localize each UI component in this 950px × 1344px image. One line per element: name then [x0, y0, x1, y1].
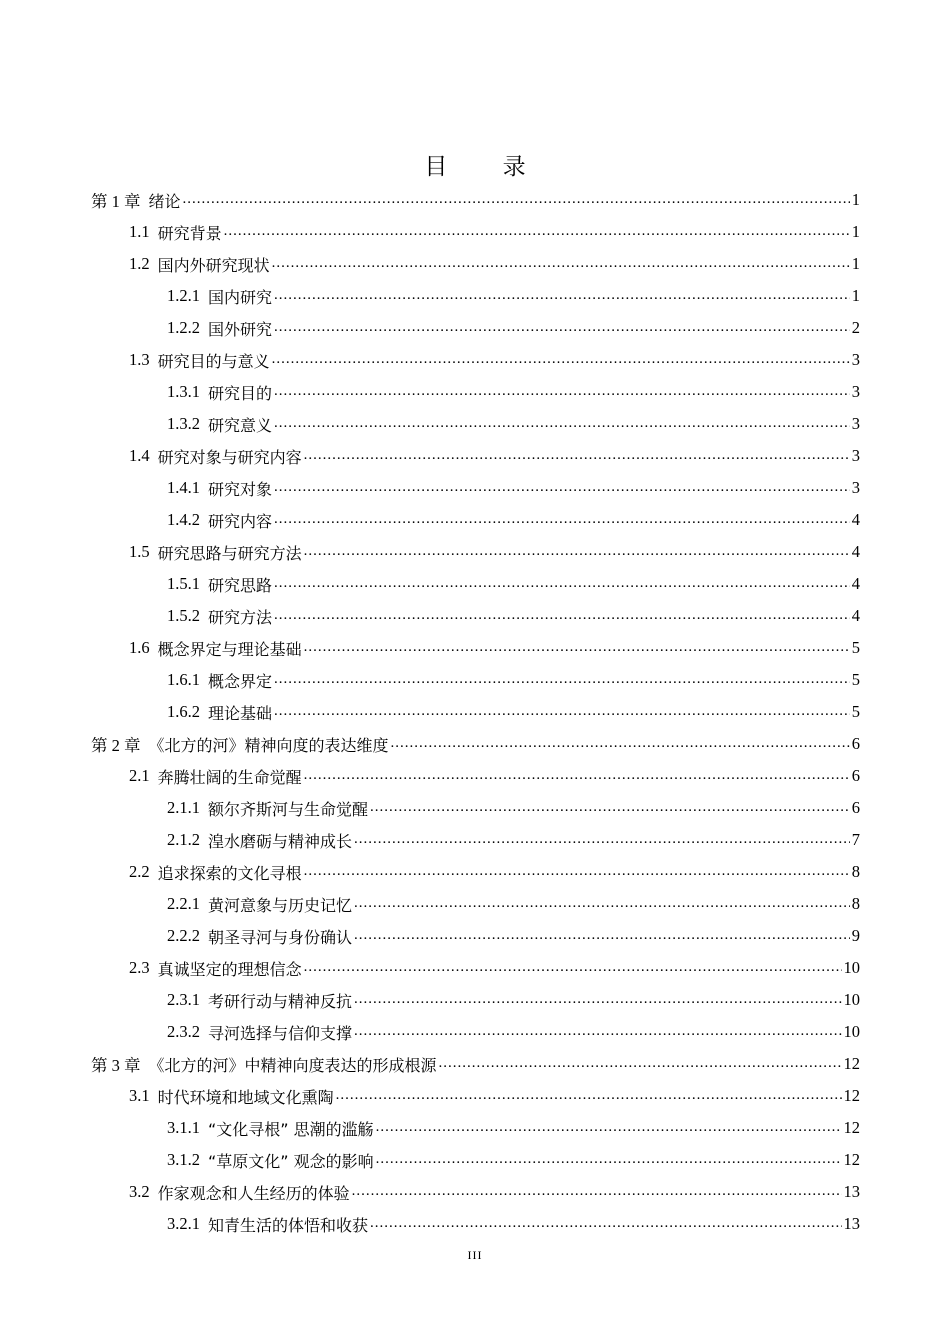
toc-entry-page: 8	[851, 862, 860, 881]
toc-entry-number: 1.5.2	[167, 606, 200, 625]
toc-section-entry[interactable]	[91, 1176, 860, 1208]
toc-section-entry[interactable]	[91, 952, 860, 984]
toc-entry-number: 2.3.2	[167, 1022, 200, 1041]
toc-entry-page: 13	[843, 1214, 860, 1233]
toc-section-entry[interactable]	[91, 344, 860, 376]
toc-dot-leader	[274, 671, 850, 691]
toc-dot-leader	[274, 287, 850, 307]
toc-entry-page: 1	[851, 222, 860, 241]
toc-entry-label: 国内外研究现状	[157, 255, 270, 275]
toc-entry-page: 3	[851, 478, 860, 497]
toc-section-entry[interactable]	[91, 984, 860, 1016]
toc-entry-label: 绪论	[148, 191, 181, 211]
toc-entry-label: 真诚坚定的理想信念	[157, 959, 302, 979]
toc-section-entry[interactable]	[91, 536, 860, 568]
toc-entry-number: 1.4.1	[167, 478, 200, 497]
toc-entry-page: 13	[843, 1182, 860, 1201]
toc-entry-page: 2	[851, 318, 860, 337]
toc-section-entry[interactable]	[91, 1208, 860, 1240]
toc-chapter-entry[interactable]	[91, 1048, 860, 1080]
toc-dot-leader	[274, 511, 850, 531]
toc-section-entry[interactable]	[91, 376, 860, 408]
toc-dot-leader	[304, 639, 850, 659]
toc-section-entry[interactable]	[91, 1080, 860, 1112]
toc-chapter-entry[interactable]	[91, 728, 860, 760]
toc-entry-page: 3	[851, 382, 860, 401]
toc-section-entry[interactable]	[91, 696, 860, 728]
toc-entry-label: 知青生活的体悟和收获	[208, 1215, 369, 1235]
toc-dot-leader	[274, 319, 850, 339]
toc-dot-leader	[304, 959, 842, 979]
toc-dot-leader	[274, 703, 850, 723]
toc-section-entry[interactable]	[91, 472, 860, 504]
toc-entry-number: 3.1	[129, 1086, 150, 1105]
toc-section-entry[interactable]	[91, 1112, 860, 1144]
toc-dot-leader	[274, 479, 850, 499]
toc-entry-page: 4	[851, 606, 860, 625]
toc-entry-label: 奔腾壮阔的生命觉醒	[157, 767, 302, 787]
toc-entry-label: 《北方的河》精神向度的表达维度	[148, 735, 389, 755]
toc-dot-leader	[224, 223, 850, 243]
toc-entry-number: 3.1.1	[167, 1118, 200, 1137]
toc-section-entry[interactable]	[91, 440, 860, 472]
toc-entry-page: 3	[851, 350, 860, 369]
toc-entry-number: 2.2.1	[167, 894, 200, 913]
toc-dot-leader	[272, 255, 850, 275]
toc-dot-leader	[391, 735, 850, 755]
toc-entry-page: 10	[843, 958, 860, 977]
toc-entry-label: 研究意义	[208, 415, 273, 435]
toc-entry-page: 10	[843, 1022, 860, 1041]
toc-entry-number: 1.5	[129, 542, 150, 561]
toc-section-entry[interactable]	[91, 216, 860, 248]
toc-entry-label: 时代环境和地域文化熏陶	[157, 1087, 334, 1107]
toc-section-entry[interactable]	[91, 1144, 860, 1176]
toc-entry-label: 寻河选择与信仰支撑	[208, 1023, 353, 1043]
toc-entry-page: 12	[843, 1150, 860, 1169]
toc-entry-number: 2.2	[129, 862, 150, 881]
toc-dot-leader	[439, 1055, 842, 1075]
toc-entry-page: 3	[851, 446, 860, 465]
toc-entry-label: 研究对象与研究内容	[157, 447, 302, 467]
toc-dot-leader	[354, 895, 850, 915]
toc-entry-label: 研究背景	[157, 223, 222, 243]
toc-entry-label: 作家观念和人生经历的体验	[157, 1183, 350, 1203]
toc-section-entry[interactable]	[91, 280, 860, 312]
toc-dot-leader	[376, 1119, 842, 1139]
toc-entry-label: 朝圣寻河与身份确认	[208, 927, 353, 947]
toc-section-entry[interactable]	[91, 760, 860, 792]
toc-entry-page: 10	[843, 990, 860, 1009]
table-of-contents	[91, 184, 860, 1240]
toc-entry-page: 8	[851, 894, 860, 913]
toc-dot-leader	[274, 607, 850, 627]
toc-entry-number: 第 3 章	[91, 1056, 141, 1075]
toc-entry-page: 4	[851, 542, 860, 561]
toc-entry-label: “草原文化” 观念的影响	[208, 1151, 374, 1171]
toc-entry-page: 6	[851, 734, 860, 753]
toc-dot-leader	[354, 831, 850, 851]
toc-entry-page: 5	[851, 702, 860, 721]
toc-dot-leader	[274, 415, 850, 435]
toc-section-entry[interactable]	[91, 920, 860, 952]
toc-dot-leader	[354, 1023, 841, 1043]
toc-dot-leader	[336, 1087, 842, 1107]
toc-entry-label: 额尔齐斯河与生命觉醒	[208, 799, 369, 819]
toc-dot-leader	[304, 447, 850, 467]
toc-entry-page: 7	[851, 830, 860, 849]
toc-entry-label: 国内研究	[208, 287, 273, 307]
toc-entry-number: 2.3.1	[167, 990, 200, 1009]
toc-dot-leader	[274, 383, 850, 403]
toc-entry-label: 追求探索的文化寻根	[157, 863, 302, 883]
toc-dot-leader	[376, 1151, 842, 1171]
toc-dot-leader	[274, 575, 850, 595]
toc-section-entry[interactable]	[91, 664, 860, 696]
toc-entry-label: “文化寻根” 思潮的滥觞	[208, 1119, 374, 1139]
toc-section-entry[interactable]	[91, 568, 860, 600]
toc-section-entry[interactable]	[91, 632, 860, 664]
toc-dot-leader	[304, 863, 850, 883]
toc-entry-number: 1.4	[129, 446, 150, 465]
toc-dot-leader	[354, 991, 841, 1011]
toc-entry-page: 12	[843, 1086, 860, 1105]
toc-entry-number: 1.3.1	[167, 382, 200, 401]
toc-entry-label: 湟水磨砺与精神成长	[208, 831, 353, 851]
toc-entry-page: 3	[851, 414, 860, 433]
toc-entry-label: 黄河意象与历史记忆	[208, 895, 353, 915]
toc-entry-number: 2.1	[129, 766, 150, 785]
toc-dot-leader	[352, 1183, 842, 1203]
toc-dot-leader	[304, 767, 850, 787]
toc-entry-page: 5	[851, 638, 860, 657]
toc-entry-number: 2.1.1	[167, 798, 200, 817]
toc-entry-number: 1.2.1	[167, 286, 200, 305]
toc-entry-number: 第 1 章	[91, 192, 141, 211]
toc-entry-label: 研究目的与意义	[157, 351, 270, 371]
toc-entry-label: 研究内容	[208, 511, 273, 531]
toc-entry-number: 1.2.2	[167, 318, 200, 337]
toc-entry-number: 2.2.2	[167, 926, 200, 945]
toc-entry-number: 3.2.1	[167, 1214, 200, 1233]
toc-entry-number: 2.1.2	[167, 830, 200, 849]
toc-dot-leader	[370, 799, 850, 819]
toc-entry-number: 3.1.2	[167, 1150, 200, 1169]
toc-entry-label: 研究思路	[208, 575, 273, 595]
toc-dot-leader	[183, 191, 850, 211]
toc-entry-number: 第 2 章	[91, 736, 141, 755]
toc-entry-page: 6	[851, 766, 860, 785]
toc-entry-page: 4	[851, 510, 860, 529]
toc-section-entry[interactable]	[91, 312, 860, 344]
page-number-footer: III	[467, 1248, 483, 1262]
toc-entry-label: 研究方法	[208, 607, 273, 627]
page-title: 目 录	[424, 154, 550, 180]
toc-entry-page: 1	[851, 190, 860, 209]
toc-dot-leader	[354, 927, 850, 947]
toc-section-entry[interactable]	[91, 248, 860, 280]
toc-chapter-entry[interactable]	[91, 184, 860, 216]
toc-section-entry[interactable]	[91, 504, 860, 536]
toc-entry-label: 《北方的河》中精神向度表达的形成根源	[148, 1055, 437, 1075]
toc-dot-leader	[304, 543, 850, 563]
toc-section-entry[interactable]	[91, 600, 860, 632]
toc-entry-label: 研究思路与研究方法	[157, 543, 302, 563]
toc-entry-number: 2.3	[129, 958, 150, 977]
toc-entry-label: 概念界定与理论基础	[157, 639, 302, 659]
toc-entry-page: 12	[843, 1054, 860, 1073]
toc-dot-leader	[370, 1215, 841, 1235]
toc-section-entry[interactable]	[91, 792, 860, 824]
toc-entry-page: 9	[851, 926, 860, 945]
toc-entry-page: 12	[843, 1118, 860, 1137]
toc-section-entry[interactable]	[91, 824, 860, 856]
toc-entry-page: 1	[851, 254, 860, 273]
toc-section-entry[interactable]	[91, 856, 860, 888]
toc-entry-label: 研究对象	[208, 479, 273, 499]
toc-entry-number: 1.2	[129, 254, 150, 273]
toc-entry-page: 6	[851, 798, 860, 817]
toc-entry-label: 概念界定	[208, 671, 273, 691]
toc-entry-label: 理论基础	[208, 703, 273, 723]
toc-section-entry[interactable]	[91, 1016, 860, 1048]
toc-entry-number: 1.6.1	[167, 670, 200, 689]
toc-section-entry[interactable]	[91, 888, 860, 920]
toc-entry-number: 1.4.2	[167, 510, 200, 529]
toc-entry-page: 5	[851, 670, 860, 689]
toc-entry-number: 3.2	[129, 1182, 150, 1201]
toc-entry-number: 1.6	[129, 638, 150, 657]
toc-entry-label: 研究目的	[208, 383, 273, 403]
toc-entry-number: 1.1	[129, 222, 150, 241]
toc-entry-label: 考研行动与精神反抗	[208, 991, 353, 1011]
toc-dot-leader	[272, 351, 850, 371]
toc-entry-number: 1.3	[129, 350, 150, 369]
toc-section-entry[interactable]	[91, 408, 860, 440]
toc-entry-number: 1.3.2	[167, 414, 200, 433]
toc-entry-label: 国外研究	[208, 319, 273, 339]
toc-entry-number: 1.6.2	[167, 702, 200, 721]
toc-entry-page: 4	[851, 574, 860, 593]
toc-entry-number: 1.5.1	[167, 574, 200, 593]
toc-entry-page: 1	[851, 286, 860, 305]
